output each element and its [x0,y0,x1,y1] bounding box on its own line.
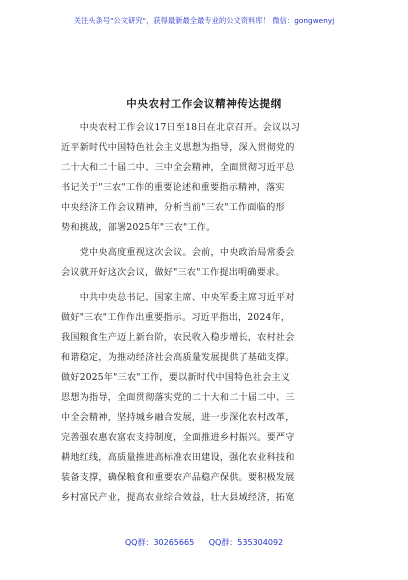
text-line: 思想为指导，全面贯彻落实党的二十大和二十届二中、三 [61,393,295,403]
qq-group-1: QQ群：30265665 [124,538,195,547]
text-line: 做好2025年"三农"工作，要以新时代中国特色社会主义 [61,373,291,383]
paragraph [61,288,351,508]
text-line: 会议就开好这次会议，做好"三农"工作提出明确要求。 [61,268,285,278]
promo-header: 关注头条号"公文研究"，获得最新最全最专业的公文资料库！ 微信：gongwenyj [73,16,335,25]
text-line: 中央经济工作会议精神，分析当前"三农"工作面临的形 [61,203,285,213]
document-body [61,118,351,513]
qq-group-2: QQ群：535304092 [208,538,284,547]
text-line: 和谐稳定，为推动经济社会高质量发展提供了基础支撑。 [61,353,295,363]
qq-footer [0,537,408,548]
text-line: 书记关于"三农"工作的重要论述和重要指示精神，落实 [61,183,285,193]
text-line: 做好"三农"工作作出重要指示。习近平指出，2024年， [61,313,291,323]
text-line: 耕地红线，高质量推进高标准农田建设，强化农业科技和 [61,453,295,463]
text-line: 势和挑战，部署2025年"三农"工作。 [61,223,216,233]
page-title: 中央农村工作会议精神传达提纲 [126,98,282,110]
paragraph [61,118,351,238]
text-line: 中全会精神，坚持城乡融合发展，进一步深化农村改革， [61,413,295,423]
text-line: 我国粮食生产迈上新台阶，农民收入稳步增长，农村社会 [61,333,295,343]
text-line: 中央农村工作会议17日至18日在北京召开。会议以习 [61,123,301,133]
paragraph [61,243,351,283]
text-line: 乡村富民产业，提高农业综合效益，壮大县域经济，拓宽 [61,493,295,503]
text-line: 党中央高度重视这次会议。会前，中央政治局常委会 [61,248,295,258]
text-line: 完善强农惠农富农支持制度，全面推进乡村振兴。要严守 [61,433,295,443]
text-line: 近平新时代中国特色社会主义思想为指导，深入贯彻党的 [61,143,295,153]
text-line: 装备支撑，确保粮食和重要农产品稳产保供。要积极发展 [61,473,295,483]
text-line: 中共中央总书记、国家主席、中央军委主席习近平对 [61,293,295,303]
text-line: 二十大和二十届二中、三中全会精神，全面贯彻习近平总 [61,163,295,173]
